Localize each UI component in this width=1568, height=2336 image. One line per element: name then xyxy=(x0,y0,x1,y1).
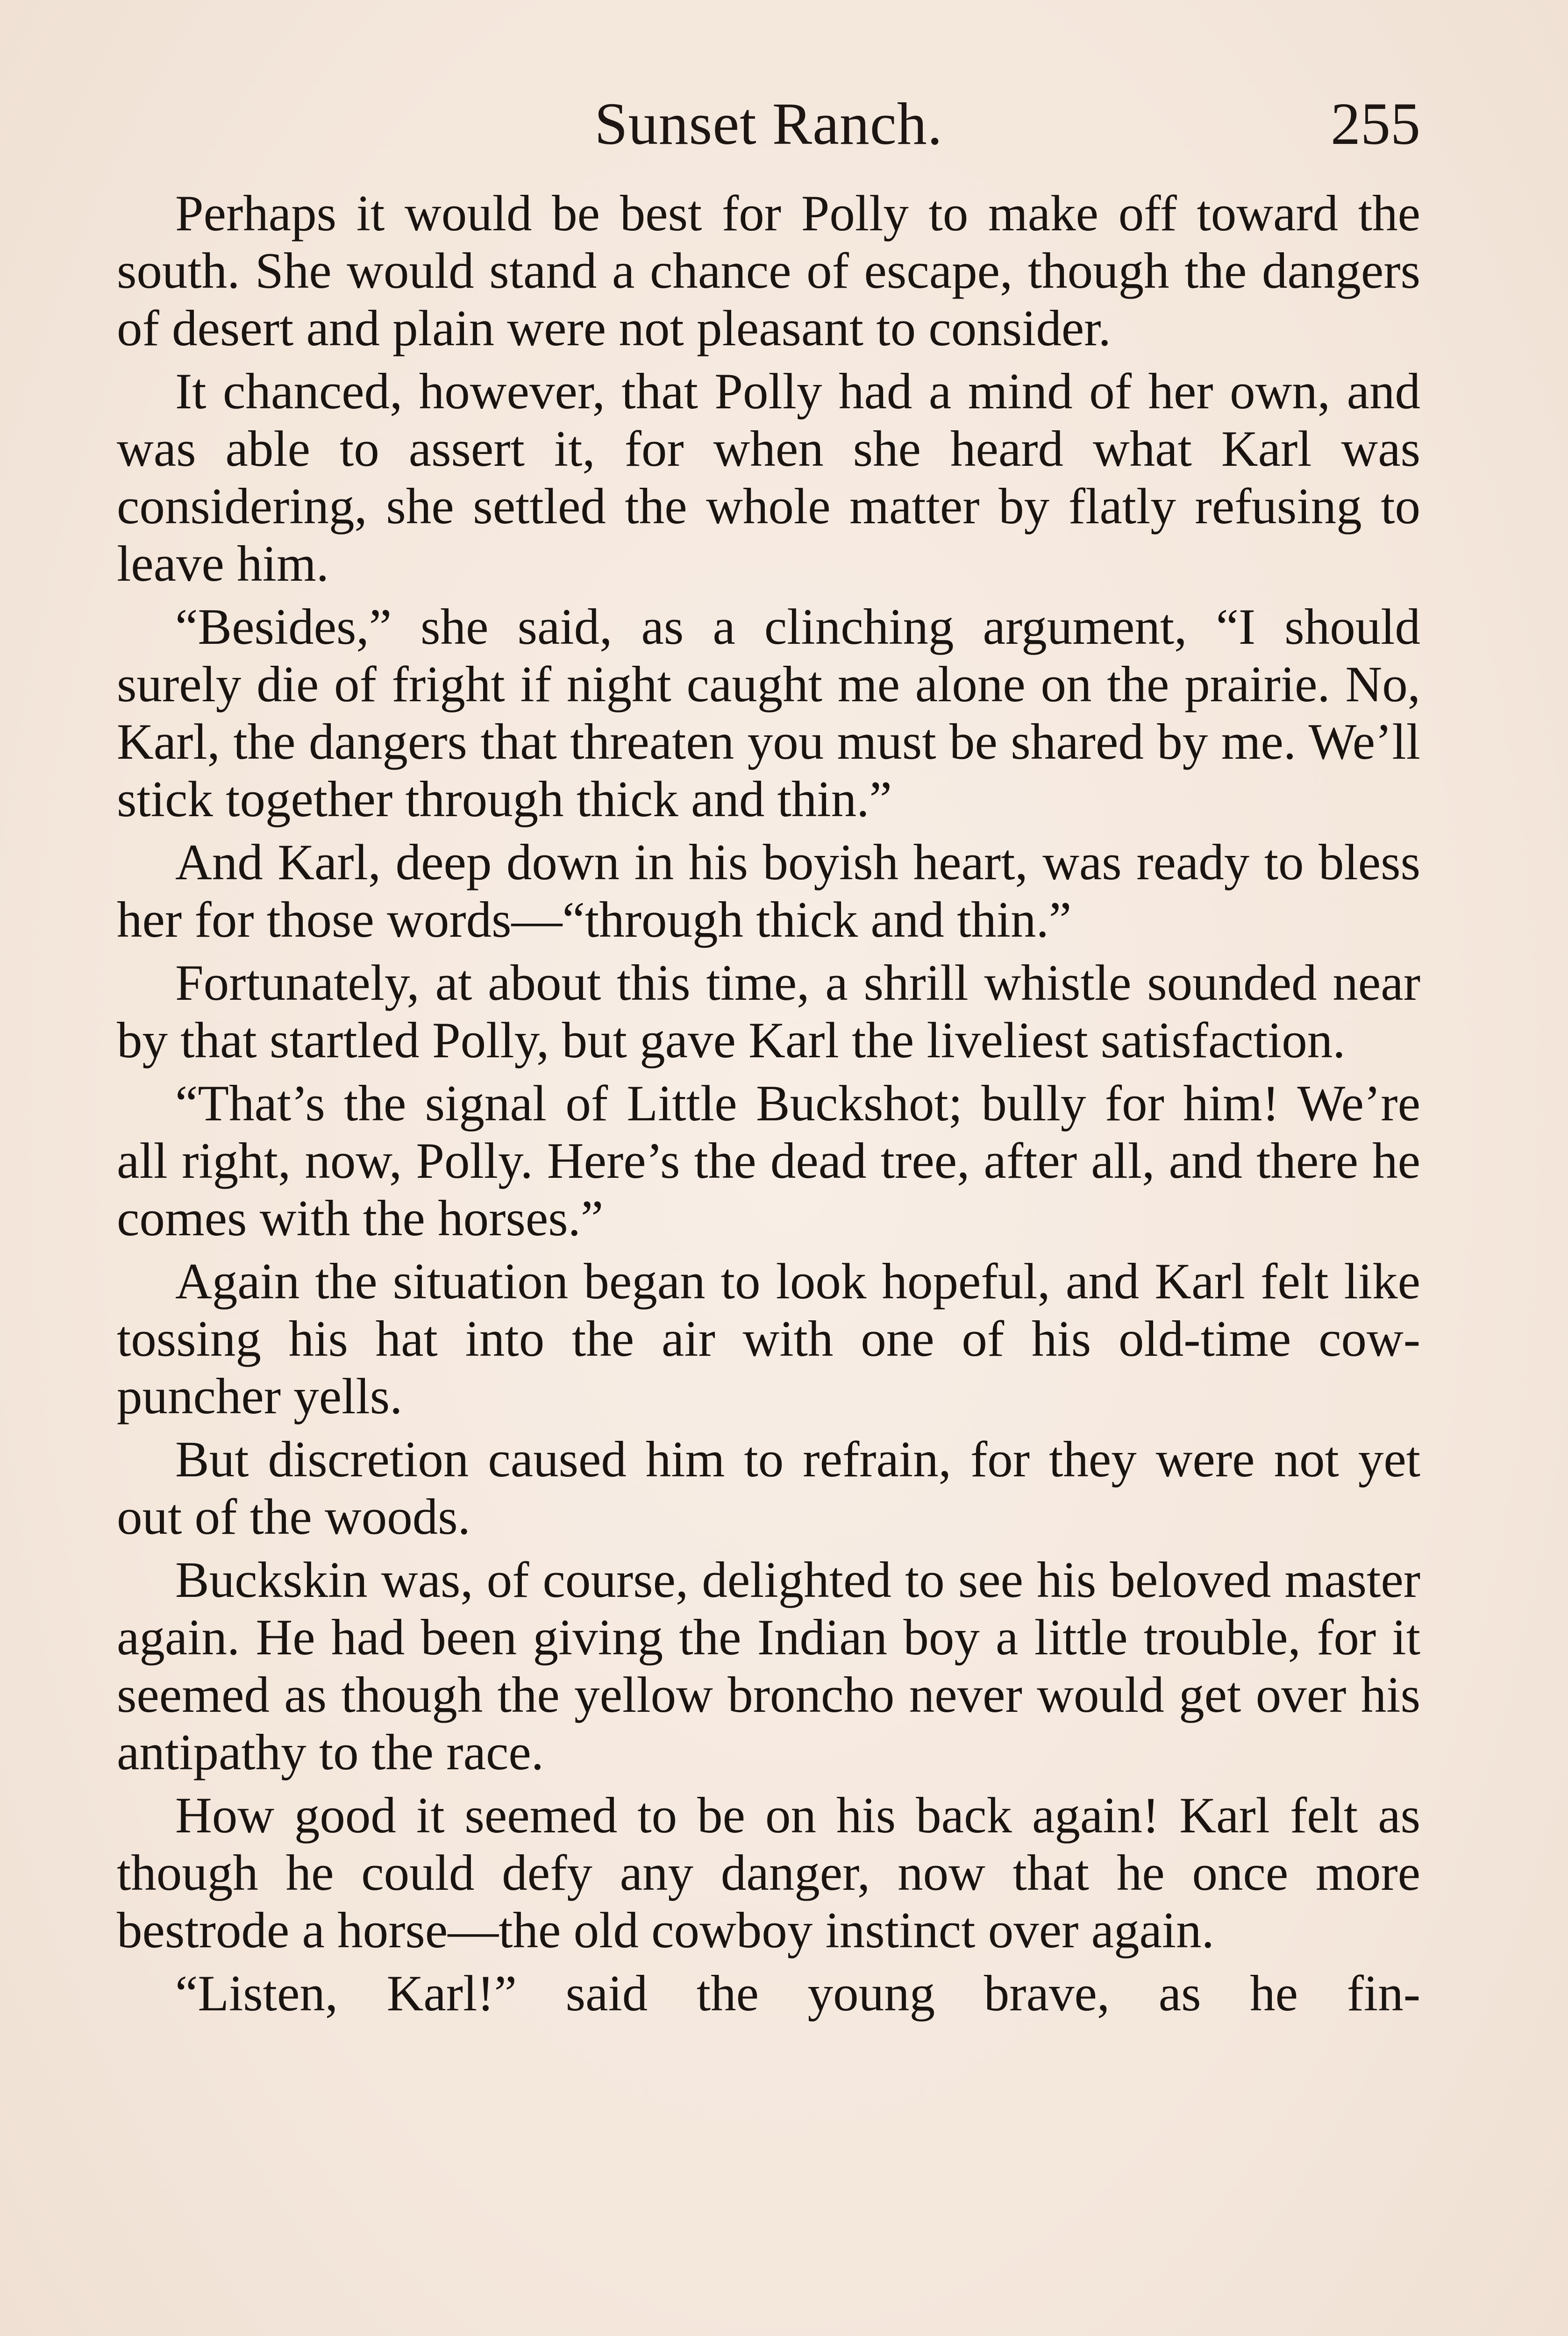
paragraph: “That’s the signal of Little Buckshot; bully for him! We’re all right, now, Polly. Here’s the dead tree, after all, and there he comes with the horses.” xyxy=(117,1075,1420,1246)
paragraph: And Karl, deep down in his boyish heart, was ready to bless her for those words—“through thick and thin.” xyxy=(117,834,1420,948)
paragraph: “Besides,” she said, as a clinching argument, “I should surely die of fright if night caught me alone on the prairie. No, Karl, the dangers that threaten you must be shared by me. We’ll stick together through thick and thin.” xyxy=(117,598,1420,827)
paragraph: It chanced, however, that Polly had a mind of her own, and was able to assert it, for when she heard what Karl was considering, she settled the whole matter by flatly refusing to leave him. xyxy=(117,363,1420,592)
paragraph: But discretion caused him to refrain, for they were not yet out of the woods. xyxy=(117,1431,1420,1545)
paragraph: “Listen, Karl!” said the young brave, as he fin- xyxy=(175,1965,1420,2022)
paragraph: Buckskin was, of course, delighted to see his beloved master again. He had been giving the Indian boy a little trouble, for it seemed as though the yellow broncho never would get over his antipathy to the race. xyxy=(117,1552,1420,1780)
page-number: 255 xyxy=(1331,91,1420,157)
body-text xyxy=(117,185,1420,2028)
paragraph: How good it seemed to be on his back again! Karl felt as though he could defy any danger, now that he once more bestrode a horse—the old cowboy instinct over again. xyxy=(117,1787,1420,1959)
running-title: Sunset Ranch. xyxy=(594,91,943,157)
paragraph: Perhaps it would be best for Polly to make off toward the south. She would stand a chance of escape, though the dangers of desert and plain were not pleasant to consider. xyxy=(117,185,1420,356)
paragraph: Fortunately, at about this time, a shrill whistle sounded near by that startled Polly, but gave Karl the liveliest satisfaction. xyxy=(117,954,1420,1068)
paragraph: Again the situation began to look hopeful, and Karl felt like tossing his hat into the air with one of his old-time cow-puncher yells. xyxy=(117,1253,1420,1424)
running-head xyxy=(117,84,1420,164)
